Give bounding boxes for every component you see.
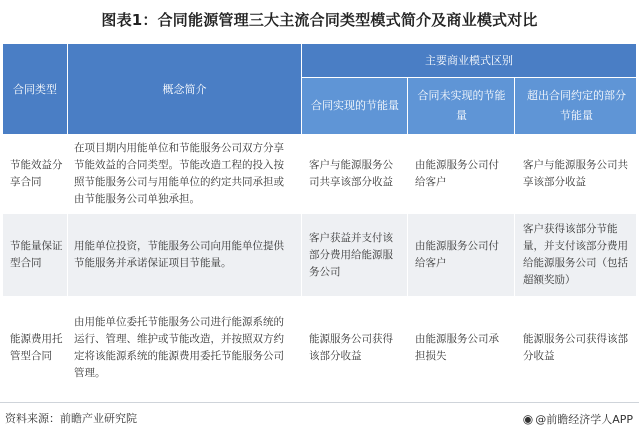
cell-achieved: 客户与能源服务公司共享该部分收益 xyxy=(302,135,408,214)
cell-achieved: 客户获益并支付该部分费用给能源服务公司 xyxy=(302,214,408,297)
comparison-table xyxy=(2,43,636,401)
table-row xyxy=(3,135,637,214)
cell-excess: 客户获得该部分节能量，并支付该部分费用给能源服务公司（包括超额奖励） xyxy=(515,214,637,297)
cell-desc: 由用能单位委托节能服务公司进行能源系统的运行、管理、维护或节能改造，并按照双方约定将该能源系统的能源费用委托节能服务公司管理。 xyxy=(68,297,302,400)
cell-type: 节能量保证型合同 xyxy=(3,214,68,297)
cell-type: 能源费用托管型合同 xyxy=(3,297,68,400)
cell-desc: 在项目期内用能单位和节能服务公司双方分享节能效益的合同类型。节能改造工程的投入按照节能服务公司与用能单位的约定共同承担或由节能服务公司单独承担。 xyxy=(68,135,302,214)
header-excess: 超出合同约定的部分节能量 xyxy=(515,78,637,135)
cell-achieved: 能源服务公司获得该部分收益 xyxy=(302,297,408,400)
weibo-icon: ◉ xyxy=(522,412,534,426)
brand-credit xyxy=(523,410,633,429)
header-business-model-group: 主要商业模式区别 xyxy=(302,44,637,78)
cell-excess: 能源服务公司获得该部分收益 xyxy=(515,297,637,400)
header-unachieved: 合同未实现的节能量 xyxy=(408,78,515,135)
cell-unachieved: 由能源服务公司付给客户 xyxy=(408,135,515,214)
brand-label: @前瞻经济学人APP xyxy=(535,413,633,426)
footer-divider xyxy=(0,402,639,403)
source-note: 资料来源：前瞻产业研究院 xyxy=(5,412,137,425)
table-row xyxy=(3,297,637,400)
cell-type: 节能效益分享合同 xyxy=(3,135,68,214)
cell-unachieved: 由能源服务公司付给客户 xyxy=(408,214,515,297)
table-row xyxy=(3,214,637,297)
header-contract-type: 合同类型 xyxy=(3,44,68,135)
cell-excess: 客户与能源服务公司共享该部分收益 xyxy=(515,135,637,214)
header-achieved: 合同实现的节能量 xyxy=(302,78,408,135)
cell-desc: 用能单位投资，节能服务公司向用能单位提供节能服务并承诺保证项目节能量。 xyxy=(68,214,302,297)
cell-unachieved: 由能源服务公司承担损失 xyxy=(408,297,515,400)
page-title: 图表1：合同能源管理三大主流合同类型模式简介及商业模式对比 xyxy=(101,11,538,29)
header-concept: 概念简介 xyxy=(68,44,302,135)
